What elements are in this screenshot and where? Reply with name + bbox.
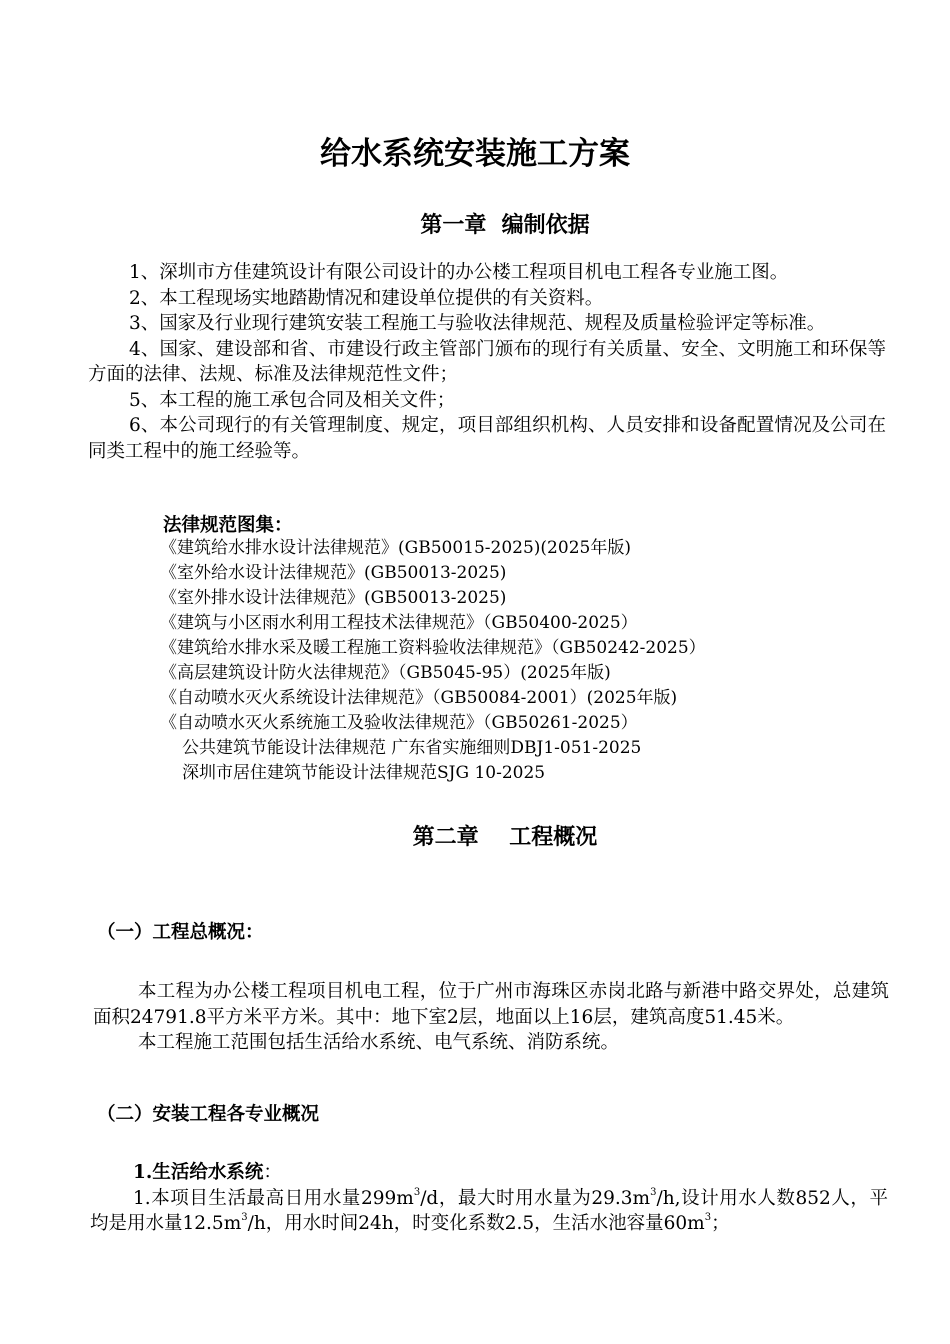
standard-item: 《自动喷水灭火系统设计法律规范》（GB50084-2001）(2025年版) <box>160 688 678 708</box>
basis-item: 5、本工程的施工承包合同及相关文件； <box>129 389 456 411</box>
text-run: /d，最大时用水量为29.3m <box>420 1187 651 1209</box>
overview-paragraph: 本工程为办公楼工程项目机电工程，位于广州市海珠区赤岗北路与新港中路交界处，总建筑面积24791.8平方米平方米。其中：地下室2层，地面以上16层，建筑高度51.45米。 <box>93 981 889 1028</box>
standard-item: 《高层建筑设计防火法律规范》（GB5045-95）(2025年版) <box>160 663 611 683</box>
chapter1-heading: 第一章 编制依据 <box>420 213 590 238</box>
water-heading-colon: ： <box>263 1162 282 1183</box>
standard-item: 深圳市居住建筑节能设计法律规范SJG 10-2025 <box>182 763 546 783</box>
standard-item: 《建筑与小区雨水利用工程技术法律规范》（GB50400-2025） <box>160 613 638 633</box>
water-supply-paragraph <box>90 1186 888 1237</box>
standard-item: 《自动喷水灭火系统施工及验收法律规范》（GB50261-2025） <box>160 713 638 733</box>
superscript: 3 <box>650 1186 657 1198</box>
basis-item: 1、深圳市方佳建筑设计有限公司设计的办公楼工程项目机电工程各专业施工图。 <box>129 262 789 283</box>
basis-item: 3、国家及行业现行建筑安装工程施工与验收法律规范、规程及质量检验评定等标准。 <box>129 313 826 334</box>
section2-heading: （二）安装工程各专业概况 <box>97 1104 320 1125</box>
superscript: 3 <box>413 1186 421 1198</box>
standard-item: 《建筑给水排水设计法律规范》(GB50015-2025)(2025年版) <box>160 538 631 558</box>
superscript: 3 <box>704 1212 712 1223</box>
text-run: 1.本项目生活最高日用水量299m <box>133 1187 414 1209</box>
text-run: /h,设计用水人数852人，平均是用水量12.5m <box>90 1187 888 1234</box>
standard-item: 《建筑给水排水采及暖工程施工资料验收法律规范》（GB50242-2025） <box>160 638 706 658</box>
standard-item: 《室外排水设计法律规范》(GB50013-2025) <box>160 588 507 608</box>
basis-item: 2、本工程现场实地踏勘情况和建设单位提供的有关资料。 <box>129 287 604 309</box>
standards-list <box>160 536 706 786</box>
superscript: 3 <box>241 1212 248 1223</box>
section1-heading: （一）工程总概况： <box>97 922 264 943</box>
standard-item: 《室外给水设计法律规范》(GB50013-2025) <box>160 563 507 583</box>
overview-paragraph: 本工程施工范围包括生活给水系统、电气系统、消防系统。 <box>138 1032 620 1053</box>
basis-list <box>88 260 886 464</box>
document-title: 给水系统安装施工方案 <box>320 136 630 172</box>
overview-text <box>93 979 889 1056</box>
water-supply-section <box>90 1160 888 1237</box>
water-heading-text: 1.生活给水系统 <box>133 1162 264 1183</box>
water-supply-heading <box>90 1160 888 1186</box>
chapter2-heading: 第二章 工程概况 <box>412 825 598 850</box>
text-run: /h，用水时间24h，时变化系数2.5，生活水池容量60m <box>247 1213 705 1234</box>
standard-item: 公共建筑节能设计法律规范 广东省实施细则DBJ1-051-2025 <box>182 738 642 758</box>
basis-item: 6、本公司现行的有关管理制度、规定，项目部组织机构、人员安排和设备配置情况及公司在同类工程中的施工经验等。 <box>88 415 886 462</box>
standards-heading: 法律规范图集： <box>163 515 293 536</box>
basis-item: 4、国家、建设部和省、市建设行政主管部门颁布的现行有关质量、安全、文明施工和环保等方面的法律、法规、标准及法律规范性文件； <box>88 338 886 385</box>
text-run: ； <box>711 1213 730 1234</box>
